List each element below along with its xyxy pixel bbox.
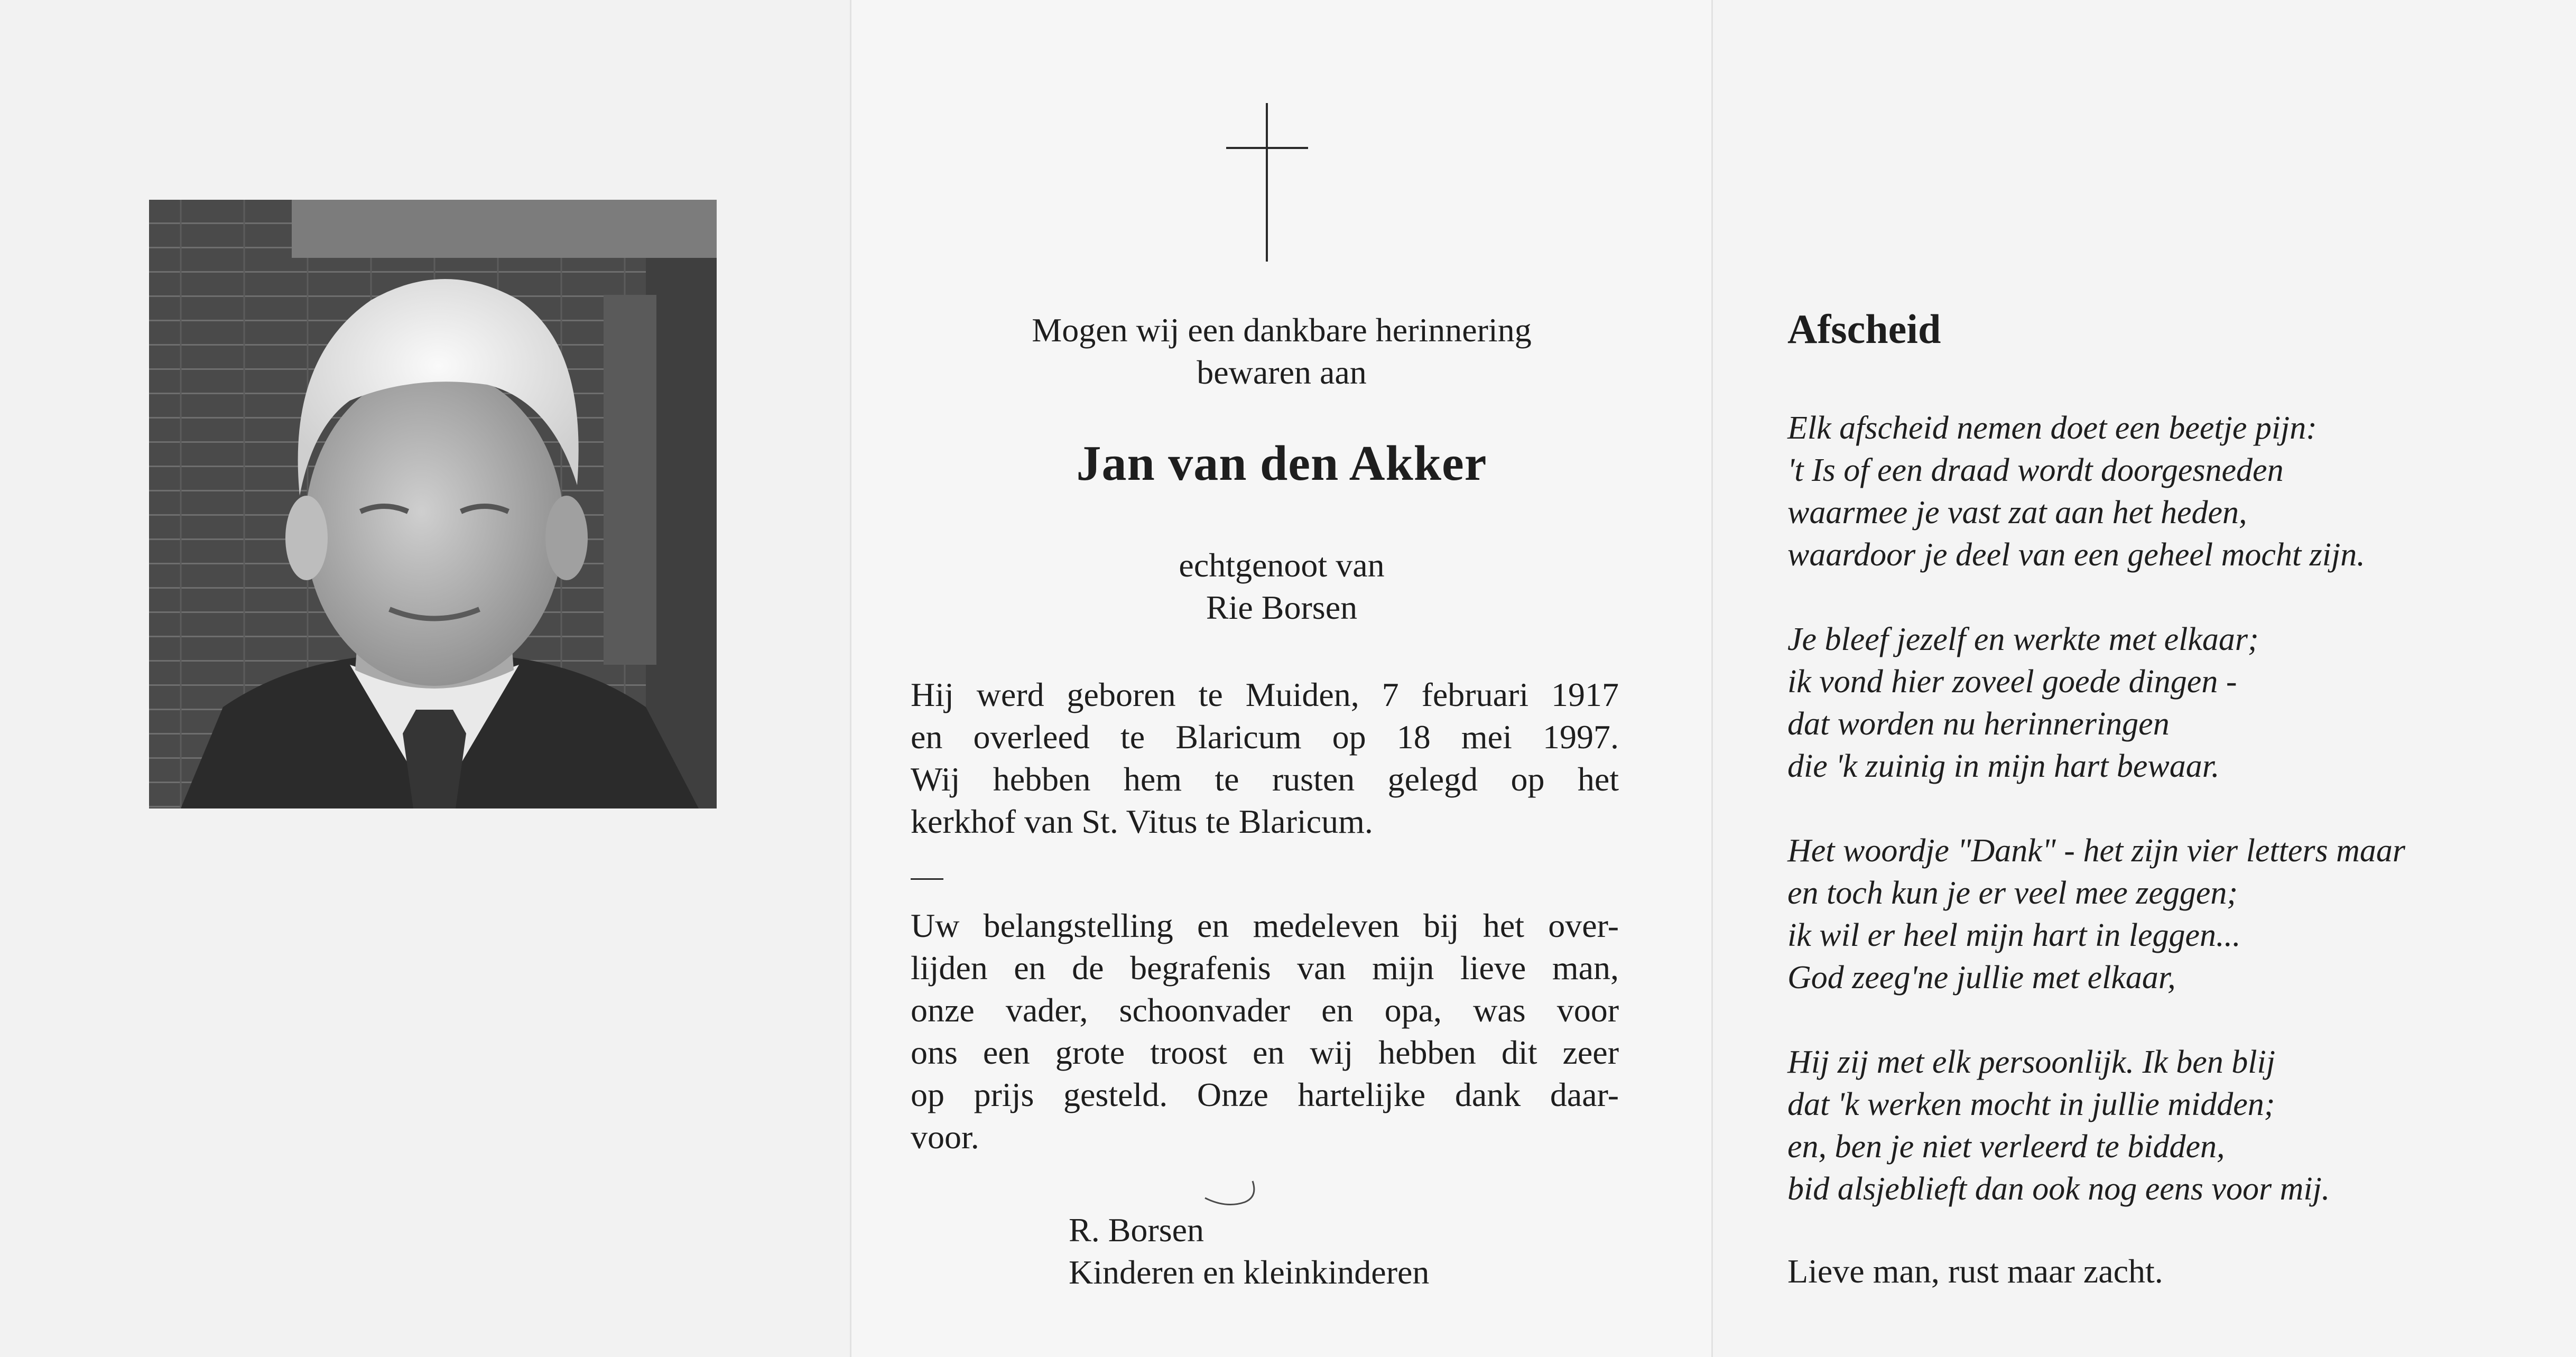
deceased-name: Jan van den Akker [1076,436,1487,491]
signature-flourish-icon [1200,1170,1263,1213]
cross-icon [1226,103,1308,262]
poem-line: ik wil er heel mijn hart in leggen... [1787,917,2241,953]
poem-line: waarmee je vast zat aan het heden, [1787,495,2247,531]
intro-line-2: bewaren aan [1197,354,1367,391]
biography-line-4: kerkhof van St. Vitus te Blaricum. [911,803,1373,840]
thanks-line-2: lijden en de begrafenis van mijn lieve man, [911,949,1619,987]
biography-line-3: Wij hebben hem te rusten gelegd op het [911,760,1619,798]
poem-title: Afscheid [1787,306,1941,352]
poem-line: God zeeg'ne jullie met elkaar, [1787,960,2176,996]
section-divider [911,878,943,880]
spouse-label: echtgenoot van [1179,546,1385,584]
fold-line-left [850,0,851,1357]
thanks-line-6: voor. [911,1118,979,1156]
fold-line-right [1711,0,1713,1357]
signatory-name: R. Borsen [1069,1211,1204,1249]
thanks-line-5: op prijs gesteld. Onze hartelijke dank daar- [911,1076,1619,1113]
poem-line: dat worden nu herinneringen [1787,706,2170,742]
closing-line: Lieve man, rust maar zacht. [1787,1252,2163,1290]
poem-line: waardoor je deel van een geheel mocht zijn. [1787,537,2365,573]
signatory-family: Kinderen en kleinkinderen [1069,1253,1430,1291]
portrait-photo [149,200,717,808]
poem-line: Hij zij met elk persoonlijk. Ik ben blij [1787,1044,2275,1080]
thanks-line-1: Uw belangstelling en medeleven bij het over- [911,907,1619,944]
intro-line-1: Mogen wij een dankbare herinnering [1032,311,1532,349]
poem-line: die 'k zuinig in mijn hart bewaar. [1787,748,2220,784]
poem-line: en toch kun je er veel mee zeggen; [1787,875,2238,911]
thanks-line-4: ons een grote troost en wij hebben dit zeer [911,1034,1619,1071]
poem-line: ik vond hier zoveel goede dingen - [1787,664,2237,700]
biography-line-2: en overleed te Blaricum op 18 mei 1997. [911,718,1619,756]
poem-line: Elk afscheid nemen doet een beetje pijn: [1787,410,2317,446]
poem-line: bid alsjeblieft dan ook nog eens voor mij. [1787,1171,2330,1207]
poem-line: Je bleef jezelf en werkte met elkaar; [1787,621,2259,657]
poem-line: Het woordje "Dank" - het zijn vier letters maar [1787,833,2406,869]
poem-line: dat 'k werken mocht in jullie midden; [1787,1086,2275,1122]
thanks-line-3: onze vader, schoonvader en opa, was voor [911,991,1619,1029]
poem-line: en, ben je niet verleerd te bidden, [1787,1129,2225,1165]
poem-line: 't Is of een draad wordt doorgesneden [1787,452,2284,488]
biography-line-1: Hij werd geboren te Muiden, 7 februari 1917 [911,676,1619,713]
spouse-name: Rie Borsen [1206,589,1358,626]
